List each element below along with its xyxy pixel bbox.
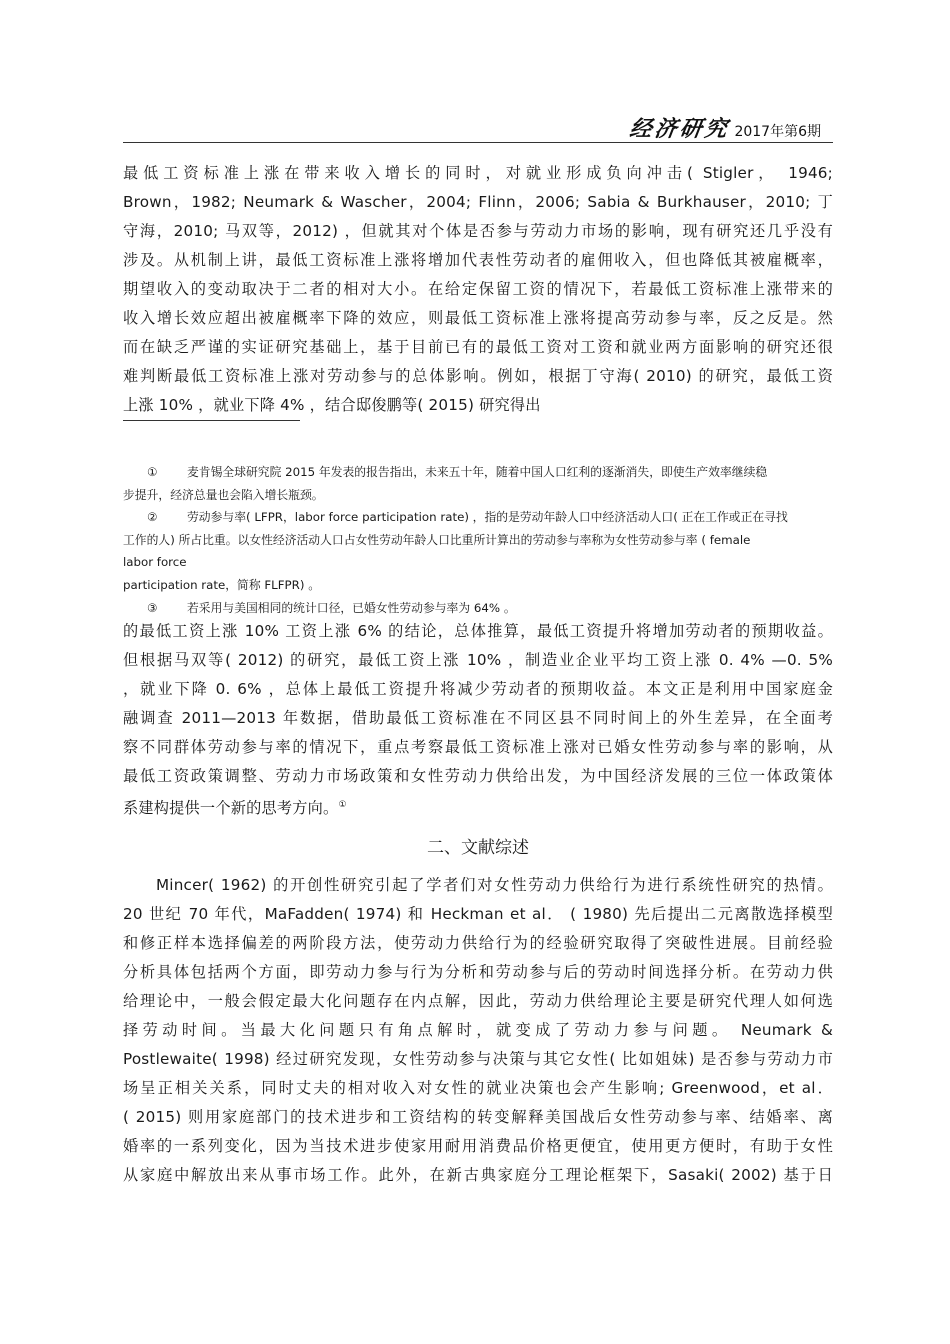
section-heading: 二、文献综述 — [427, 838, 529, 858]
text-line — [123, 791, 833, 823]
footnote-text: 若采用与美国相同的统计口径，已婚女性劳动参与率为 64% 。 — [187, 600, 516, 615]
text-line: 但根据马双等( 2012) 的研究，最低工资上涨 10% ，制造业企业平均工资上涨 0. 4% —0. 5% — [123, 651, 833, 669]
text-line: 最低工资标准上涨在带来收入增长的同时，对就业形成负向冲击( Stigler， 1946; — [123, 164, 833, 182]
footnote-text: 麦肯锡全球研究院 2015 年发表的报告指出，未来五十年，随着中国人口红利的逐渐消失，即使生产效率继续稳 — [187, 465, 768, 479]
running-header — [123, 108, 833, 143]
paragraph-2 — [123, 617, 833, 823]
text-line: 20 世纪 70 年代，MaFadden( 1974) 和 Heckman et al． ( 1980) 先后提出二元离散选择模型 — [123, 905, 833, 923]
text-line: 期望收入的变动取决于二者的相对大小。在给定保留工资的情况下，若最低工资标准上涨带来的 — [123, 280, 833, 298]
footnote-text: labor force — [123, 555, 187, 570]
text-line: 从家庭中解放出来从事市场工作。此外，在新古典家庭分工理论框架下，Sasaki( 2002) 基于日 — [123, 1166, 833, 1184]
text-line: 最低工资政策调整、劳动力市场政策和女性劳动力供给出发，为中国经济发展的三位一体政策体 — [123, 767, 833, 785]
footnote-reference[interactable]: ① — [338, 800, 347, 810]
text-line: 择劳动时间。当最大化问题只有角点解时，就变成了劳动力参与问题。 Neumark & — [123, 1021, 833, 1039]
text-line: 守海，2010; 马双等，2012) ，但就其对个体是否参与劳动力市场的影响，现有研究还几乎没有 — [123, 222, 833, 240]
text-line: 收入增长效应超出被雇概率下降的效应，则最低工资标准上涨将提高劳动参与率，反之反是。然 — [123, 309, 833, 327]
text-line: 给理论中，一般会假定最大化问题存在内点解，因此，劳动力供给理论主要是研究代理人如何选 — [123, 992, 833, 1010]
text-line: 难判断最低工资标准上涨对劳动参与的总体影响。例如，根据丁守海( 2010) 的研究，最低工资 — [123, 367, 833, 385]
footnote-1 — [123, 461, 833, 506]
footnote-text: 工作的人) 所占比重。以女性经济活动人口占女性劳动年龄人口比重所计算出的劳动参与率称为女性劳动参与率 ( female — [123, 532, 751, 547]
footnote-2 — [123, 506, 833, 596]
text-line: Mincer( 1962) 的开创性研究引起了学者们对女性劳动力供给行为进行系统性研究的热情。 — [156, 876, 833, 894]
text-line-content: 系建构提供一个新的思考方向。 — [123, 799, 339, 817]
footnote-text: 劳动参与率( LFPR，labor force participation rate) ，指的是劳动年龄人口中经济活动人口( 正在工作或正在寻找 — [187, 510, 788, 525]
text-line: 场呈正相关关系，同时丈夫的相对收入对女性的就业决策也会产生影响; Greenwood，et al． — [123, 1079, 833, 1097]
text-line: 涉及。从机制上讲，最低工资标准上涨将增加代表性劳动者的雇佣收入，但也降低其被雇概率， — [123, 251, 833, 269]
text-line: Postlewaite( 1998) 经过研究发现，女性劳动参与决策与其它女性( 比如姐妹) 是否参与劳动力市 — [123, 1050, 833, 1068]
footnote-separator — [123, 420, 300, 421]
footnote-text: participation rate，简称 FLFPR) 。 — [123, 577, 321, 592]
journal-logo: 经济研究 — [628, 116, 733, 142]
footnote-mark: ③ — [147, 600, 158, 615]
text-line: 和修正样本选择偏差的两阶段方法，使劳动力供给行为的经验研究取得了突破性进展。目前经验 — [123, 934, 833, 952]
journal-title — [630, 112, 821, 143]
paragraph-1 — [123, 159, 833, 420]
text-line: 察不同群体劳动参与率的情况下，重点考察最低工资标准上涨对已婚女性劳动参与率的影响，从 — [123, 738, 833, 756]
footnote-mark: ② — [147, 510, 158, 525]
text-line: 的最低工资上涨 10% 工资上涨 6% 的结论，总体推算，最低工资提升将增加劳动者的预期收益。 — [123, 622, 833, 640]
text-line: ( 2015) 则用家庭部门的技术进步和工资结构的转变解释美国战后女性劳动参与率、结婚率、离 — [123, 1108, 833, 1126]
footnote-3 — [123, 597, 833, 620]
text-line: Brown，1982; Neumark & Wascher，2004; Flinn，2006; Sabia & Burkhauser，2010; 丁 — [123, 193, 833, 211]
text-line: 婚率的一系列变化，因为当技术进步使家用耐用消费品价格更便宜，使用更方便时，有助于女性 — [123, 1137, 833, 1155]
paragraph-3 — [123, 871, 833, 1190]
text-line: 而在缺乏严谨的实证研究基础上，基于目前已有的最低工资对工资和就业两方面影响的研究还很 — [123, 338, 833, 356]
footnote-mark: ① — [147, 465, 158, 479]
footnote-text: 步提升，经济总量也会陷入增长瓶颈。 — [123, 487, 324, 502]
footnotes — [123, 461, 833, 619]
text-line: 融调查 2011—2013 年数据，借助最低工资标准在不同区县不同时间上的外生差异，在全面考 — [123, 709, 833, 727]
text-line: ，就业下降 0. 6% ，总体上最低工资提升将减少劳动者的预期收益。本文正是利用中国家庭金 — [123, 680, 833, 698]
journal-issue: 2017年第6期 — [734, 124, 821, 140]
text-line: 上涨 10% ，就业下降 4% ，结合邸俊鹏等( 2015) 研究得出 — [123, 396, 541, 414]
text-line: 分析具体包括两个方面，即劳动力参与行为分析和劳动参与后的劳动时间选择分析。在劳动力供 — [123, 963, 833, 981]
